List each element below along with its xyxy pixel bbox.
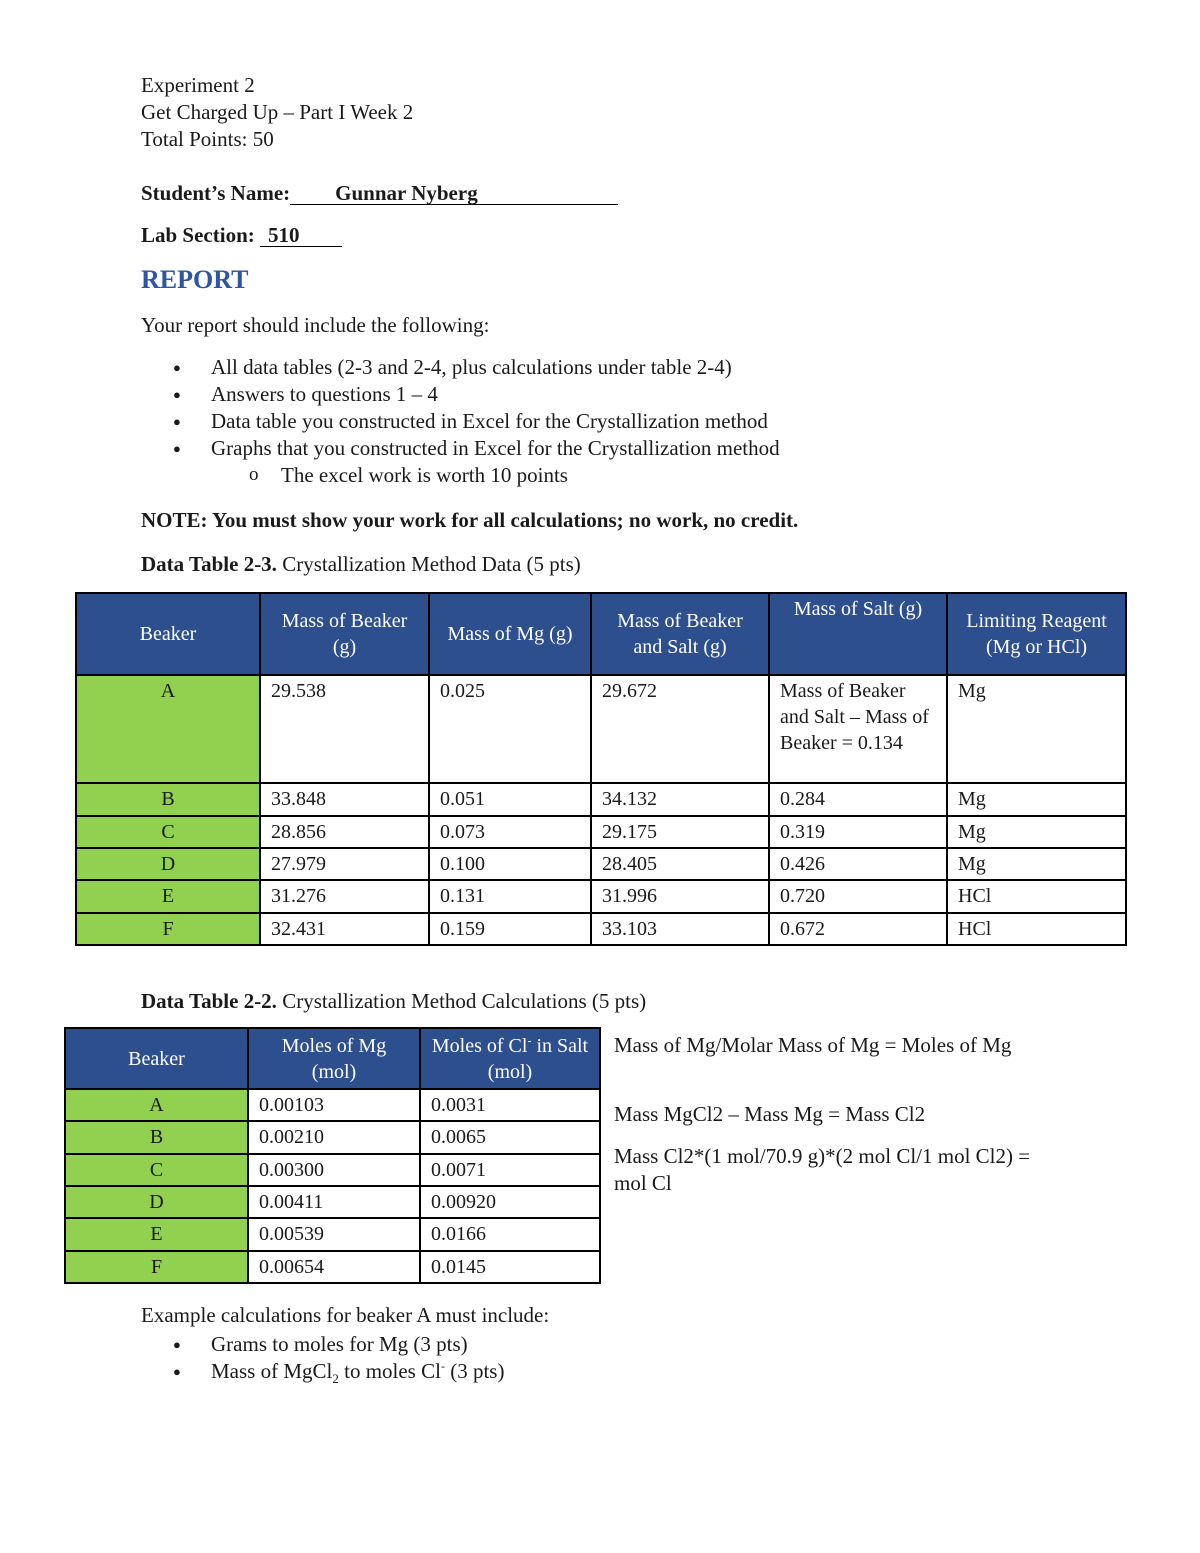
beaker-label: C (65, 1154, 248, 1186)
report-heading: REPORT (141, 265, 249, 294)
table-cell: 29.538 (260, 675, 429, 783)
calculation-mol-cl: Mass Cl2*(1 mol/70.9 g)*(2 mol Cl/1 mol Cl2) = mol Cl (614, 1144, 1031, 1195)
table-cell: 0.00539 (248, 1218, 420, 1251)
table-header-row (76, 593, 1126, 675)
beaker-label: A (65, 1089, 248, 1121)
table-cell: 29.672 (591, 675, 769, 783)
table-cell: 0.0145 (420, 1251, 600, 1283)
table-row (76, 848, 1126, 880)
list-item: ● Data table you constructed in Excel for the Crystallization method (141, 408, 780, 435)
table-cell: Mass of Beaker and Salt – Mass of Beaker = 0.134 (769, 675, 947, 783)
beaker-label: B (65, 1121, 248, 1154)
table-2-2-caption-label: Data Table 2-2. (141, 989, 277, 1013)
experiment-title: Get Charged Up – Part I Week 2 (141, 100, 414, 124)
experiment-number: Experiment 2 (141, 73, 255, 97)
table-cell: 31.276 (260, 880, 429, 913)
beaker-label: F (76, 913, 260, 945)
table-2-3-caption-label: Data Table 2-3. (141, 552, 277, 576)
lab-section-value: 510 (260, 224, 342, 247)
column-header: Mass of Beaker (g) (260, 593, 429, 675)
table-cell: 31.996 (591, 880, 769, 913)
table-cell: Mg (947, 675, 1126, 783)
table-cell: 28.405 (591, 848, 769, 880)
column-header: Limiting Reagent (Mg or HCl) (947, 593, 1126, 675)
column-header: Mass of Mg (g) (429, 593, 591, 675)
report-intro: Your report should include the following: (141, 313, 490, 337)
table-row (65, 1186, 600, 1218)
beaker-label: B (76, 783, 260, 816)
subscript: 2 (332, 1371, 339, 1387)
item-text: (3 pts) (444, 1359, 505, 1383)
table-cell: Mg (947, 783, 1126, 816)
table-cell: 0.100 (429, 848, 591, 880)
header-text: in Salt (mol) (487, 1034, 589, 1083)
total-points: Total Points: 50 (141, 127, 274, 151)
calculation-mass-cl2: Mass MgCl2 – Mass Mg = Mass Cl2 (614, 1102, 926, 1126)
beaker-label: E (76, 880, 260, 913)
student-name-label: Student’s Name: (141, 181, 291, 205)
list-item: ● All data tables (2-3 and 2-4, plus calculations under table 2-4) (141, 354, 780, 381)
table-cell: 0.00920 (420, 1186, 600, 1218)
table-cell: 0.720 (769, 880, 947, 913)
table-cell: 33.103 (591, 913, 769, 945)
list-item (141, 1358, 504, 1385)
table-cell: 0.159 (429, 913, 591, 945)
column-header: Beaker (76, 593, 260, 675)
table-cell: 27.979 (260, 848, 429, 880)
table-cell: 0.426 (769, 848, 947, 880)
note: NOTE: You must show your work for all calculations; no work, no credit. (141, 508, 799, 532)
student-name-value: Gunnar Nyberg (290, 182, 618, 205)
header-text: Moles of Cl (431, 1034, 528, 1057)
table-cell: 0.131 (429, 880, 591, 913)
example-requirements-list (141, 1331, 504, 1385)
table-row (65, 1218, 600, 1251)
table-cell: 0.0031 (420, 1089, 600, 1121)
list-item: ● Graphs that you constructed in Excel for the Crystallization method (141, 435, 780, 462)
table-row (76, 880, 1126, 913)
table-row (65, 1154, 600, 1186)
table-2-3-caption (141, 551, 581, 578)
beaker-label: D (65, 1186, 248, 1218)
table-cell: 0.0071 (420, 1154, 600, 1186)
table-row (76, 783, 1126, 816)
item-text: Mass of MgCl (211, 1359, 333, 1383)
table-row (65, 1251, 600, 1283)
column-header: Mass of Salt (g) (769, 593, 947, 675)
table-cell: 33.848 (260, 783, 429, 816)
table-2-3-caption-text: Crystallization Method Data (5 pts) (276, 552, 581, 576)
table-cell: 34.132 (591, 783, 769, 816)
table-row (65, 1089, 600, 1121)
table-cell: 0.319 (769, 816, 947, 848)
list-item: ● Answers to questions 1 – 4 (141, 381, 780, 408)
column-header (420, 1028, 600, 1089)
column-header: Mass of Beaker and Salt (g) (591, 593, 769, 675)
beaker-label: A (76, 675, 260, 783)
table-cell: 0.00210 (248, 1121, 420, 1154)
table-cell: 0.00654 (248, 1251, 420, 1283)
table-row (76, 816, 1126, 848)
table-cell: 0.073 (429, 816, 591, 848)
beaker-label: E (65, 1218, 248, 1251)
table-cell: 0.00300 (248, 1154, 420, 1186)
table-cell: 0.025 (429, 675, 591, 783)
item-text: to moles Cl (338, 1359, 441, 1383)
table-2-2-caption-text: Crystallization Method Calculations (5 pts) (276, 989, 647, 1013)
table-2-2-caption (141, 988, 646, 1015)
table-cell: 0.672 (769, 913, 947, 945)
beaker-label: C (76, 816, 260, 848)
lab-section-label: Lab Section: (141, 223, 255, 247)
table-cell: 0.051 (429, 783, 591, 816)
beaker-label: D (76, 848, 260, 880)
student-name-row (141, 180, 618, 207)
table-cell: 29.175 (591, 816, 769, 848)
table-row (76, 913, 1126, 945)
data-table-2-3 (75, 592, 1127, 946)
sub-list-item: o The excel work is worth 10 points (141, 462, 780, 489)
table-row (65, 1121, 600, 1154)
table-row (76, 675, 1126, 783)
table-cell: 0.284 (769, 783, 947, 816)
superscript: - (440, 1359, 445, 1373)
table-cell: 32.431 (260, 913, 429, 945)
table-cell: 0.00103 (248, 1089, 420, 1121)
report-requirements-list (141, 354, 780, 489)
table-cell: HCl (947, 913, 1126, 945)
superscript: - (527, 1032, 532, 1047)
column-header: Moles of Mg (mol) (248, 1028, 420, 1089)
calculation-moles-mg: Mass of Mg/Molar Mass of Mg = Moles of Mg (614, 1033, 1012, 1057)
table-cell: Mg (947, 848, 1126, 880)
beaker-label: F (65, 1251, 248, 1283)
table-header-row (65, 1028, 600, 1089)
example-intro: Example calculations for beaker A must include: (141, 1303, 550, 1327)
table-cell: 0.0166 (420, 1218, 600, 1251)
table-cell: HCl (947, 880, 1126, 913)
column-header: Beaker (65, 1028, 248, 1089)
table-cell: 0.0065 (420, 1121, 600, 1154)
table-cell: 0.00411 (248, 1186, 420, 1218)
table-cell: 28.856 (260, 816, 429, 848)
table-cell: Mg (947, 816, 1126, 848)
data-table-2-2 (64, 1027, 601, 1284)
lab-section-row (141, 222, 342, 249)
list-item: ● Grams to moles for Mg (3 pts) (141, 1331, 504, 1358)
